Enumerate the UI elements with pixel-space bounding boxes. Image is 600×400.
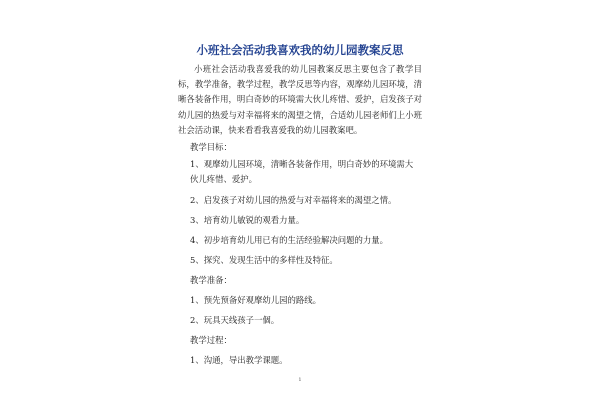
prep-heading: 教学准备： [190, 275, 232, 285]
goal-item-3: 3、培育幼儿敏锐的观看力量。 [190, 215, 305, 225]
goals-heading: 教学目标： [190, 142, 232, 152]
document-title: 小班社会活动我喜欢我的幼儿园教案反思 [196, 43, 404, 57]
goal-item-5: 5、探究、发现生活中的多样性及特征。 [190, 255, 338, 265]
goal-item-2: 2、启发孩子对幼儿园的热爱与对幸福将来的渴望之情。 [190, 195, 397, 205]
prep-item-2: 2、玩具天线孩子一個。 [190, 315, 280, 325]
process-item-1: 1、沟通，导出教学课题。 [190, 355, 288, 365]
goal-item-4: 4、初步培育幼儿用已有的生活经验解决问题的力量。 [190, 235, 388, 245]
prep-item-1: 1、预先预备好观摩幼儿园的路线。 [190, 295, 321, 305]
process-heading: 教学过程： [190, 335, 232, 345]
intro-paragraph: 小班社会活动我喜爱我的幼儿园教案反思主要包含了教学目标，教学准备，教学过程，教学反思等内容，观摩幼儿园环境，清晰各装备作用，明白奇妙的环境需大伙儿疼惜、爱护，启发孩子对幼儿园的热爱与对幸福将来的渴望之情，合适幼儿园老师们上小班社会活动课，快来看看我喜爱我的幼儿园教案吧。 [178, 64, 422, 135]
goal-item-1: 1、观摩幼儿园环境，清晰各装备作用，明白奇妙的环境需大伙儿疼惜、爱护。 [190, 159, 414, 185]
page-number: 1 [298, 377, 302, 383]
